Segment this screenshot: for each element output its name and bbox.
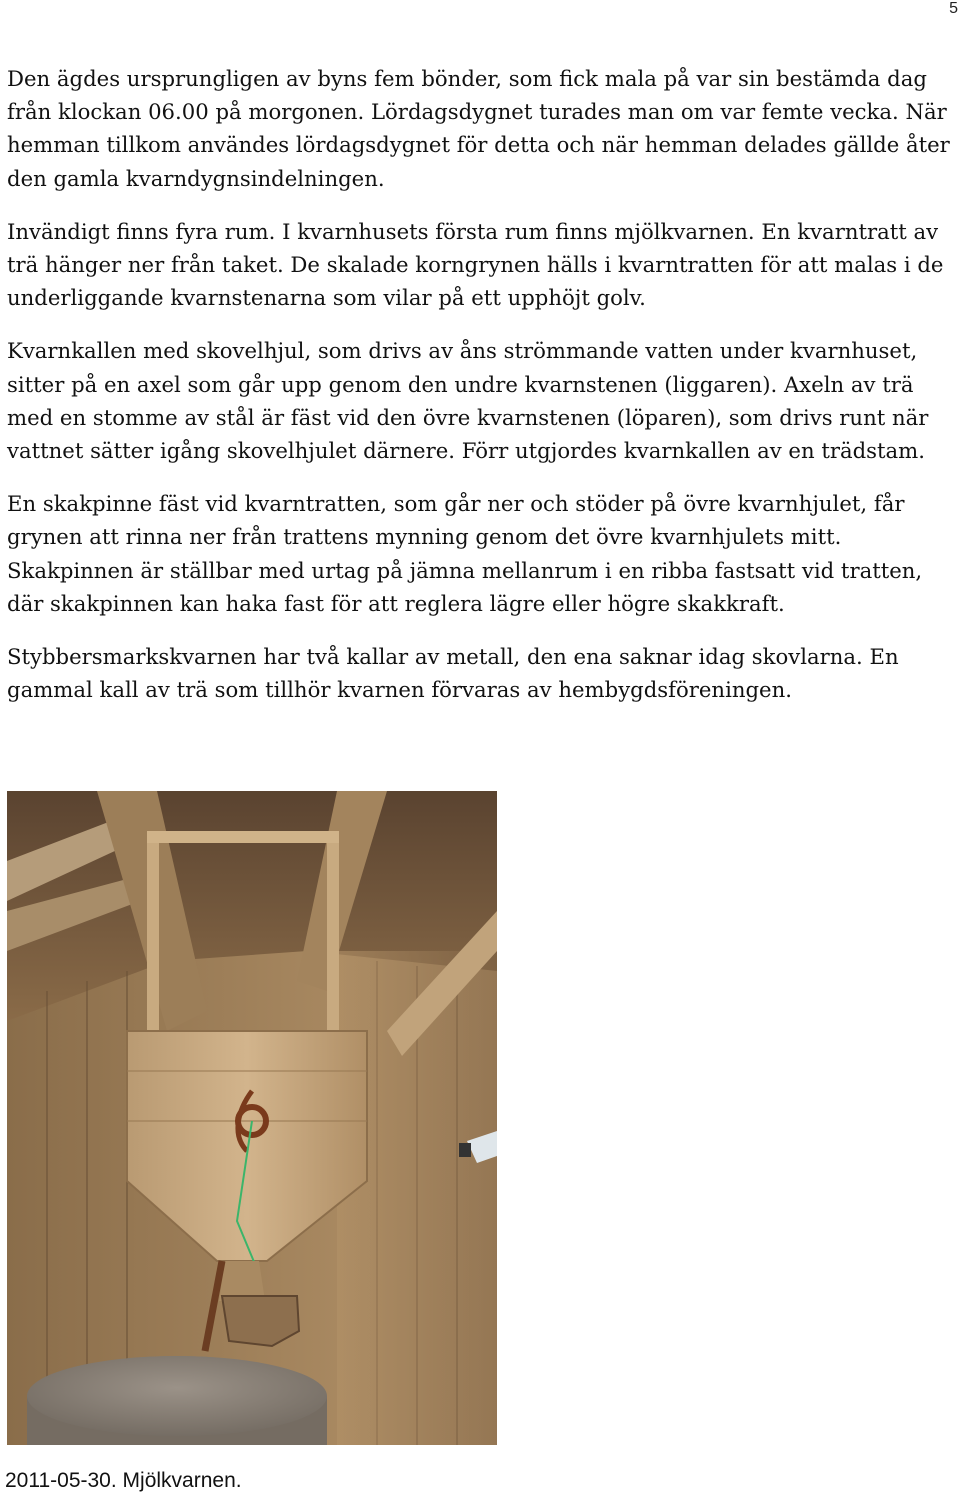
mill-photo: [7, 791, 497, 1445]
page-number: 5: [949, 0, 958, 17]
frame-post-left: [147, 831, 159, 1031]
photo-caption: 2011-05-30. Mjölkvarnen.: [5, 1469, 242, 1492]
mill-photo-illustration: [7, 791, 497, 1445]
paragraph-ownership: Den ägdes ursprungligen av byns fem bönder, som fick mala på var sin bestämda dag från klockan 06.00 på morgonen. Lördagsdygnet turades man om var femte vecka. När hemman tillkom användes lördagsdygnet för detta och när hemman delades gällde åter den gamla kvarndygnsindelningen.: [7, 66, 950, 191]
paragraph-interior: Invändigt finns fyra rum. I kvarnhusets första rum finns mjölkvarnen. En kvarntratt av trä hänger ner från taket. De skalade korngrynen hälls i kvarntratten för att malas i de underliggande kvarnstenarna som vilar på ett upphöjt golv.: [7, 218, 944, 311]
frame-top: [147, 831, 339, 843]
paragraph-waterwheel: Kvarnkallen med skovelhjul, som drivs av åns strömmande vatten under kvarnhuset, sitter på en axel som går upp genom den undre kvarnstenen (liggaren). Axeln av trä med en stomme av stål är fäst vid den övre kvarnstenen (löparen), som drivs runt när vattnet sätter igång skovelhjulet därnere. Förr utgjordes kvarnkallen av en trädstam.: [7, 338, 929, 464]
shoe: [222, 1296, 299, 1346]
frame-post-right: [327, 831, 339, 1031]
paragraph-shaker-stick: En skakpinne fäst vid kvarntratten, som går ner och stöder på övre kvarnhjulet, får grynen att rinna ner från trattens mynning genom det övre kvarnhjulets mitt. Skakpinnen är ställbar med urtag på jämna mellanrum i en ribba fastsatt vid tratten, där skakpinnen kan haka fast för att reglera lägre eller högre skakkraft.: [7, 491, 923, 616]
body-text: [7, 62, 957, 726]
paragraph-wheels: Stybbersmarkskvarnen har två kallar av metall, den ena saknar idag skovlarna. En gammal kall av trä som tillhör kvarnen förvaras av hembygdsföreningen.: [7, 644, 899, 703]
